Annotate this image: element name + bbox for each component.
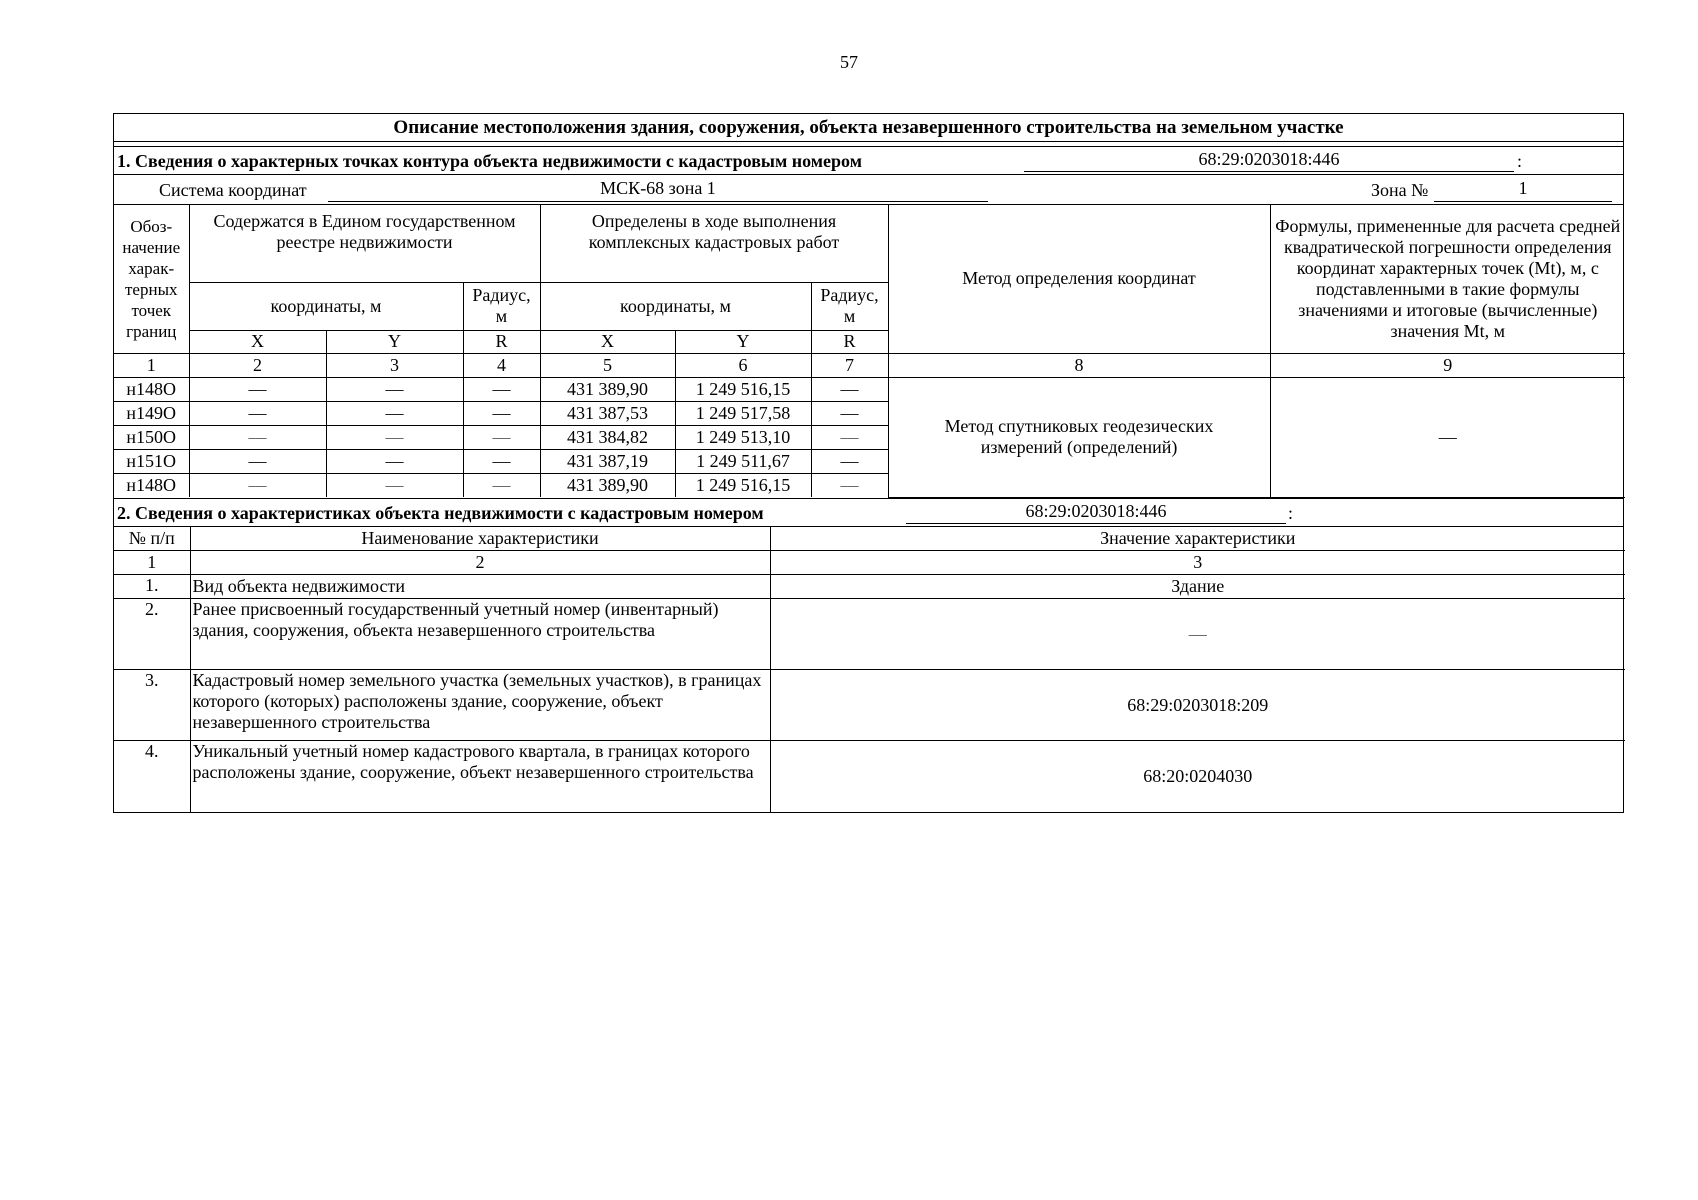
header-value: Значение характеристики xyxy=(770,527,1625,551)
characteristic-name: Вид объекта недвижимости xyxy=(190,575,770,599)
header-complex-y: Y xyxy=(675,330,811,353)
column-number: 1 xyxy=(114,353,189,377)
column-number: 4 xyxy=(463,353,540,377)
characteristic-row xyxy=(114,575,1625,599)
section1-cadastral-number: 68:29:0203018:446 xyxy=(1024,147,1514,172)
header-method: Метод определения координат xyxy=(888,205,1270,353)
point-r: — xyxy=(811,377,888,401)
column-numbers-row xyxy=(114,353,1625,377)
point-y: 1 249 516,15 xyxy=(675,473,811,497)
egrn-y: — xyxy=(326,425,463,449)
document-title: Описание местоположения здания, сооружения, объекта незавершенного строительства на земельном участке xyxy=(114,114,1623,142)
section1-heading: 1. Сведения о характерных точках контура объекта недвижимости с кадастровым номером xyxy=(117,151,862,171)
header-name: Наименование характеристики xyxy=(190,527,770,551)
characteristic-row xyxy=(114,670,1625,741)
characteristic-name: Уникальный учетный номер кадастрового квартала, в границах которого расположены здание, сооружение, объект незавершенного строительства xyxy=(190,741,770,812)
characteristic-value: Здание xyxy=(770,575,1625,599)
egrn-r: — xyxy=(463,377,540,401)
egrn-x: — xyxy=(189,425,326,449)
header-egrn-r: R xyxy=(463,330,540,353)
egrn-x: — xyxy=(189,401,326,425)
formulas-value: — xyxy=(1270,377,1625,497)
characteristic-name: Ранее присвоенный государственный учетный номер (инвентарный) здания, сооружения, объекта незавершенного строительства xyxy=(190,599,770,670)
coord-system-value: МСК-68 зона 1 xyxy=(328,175,988,202)
method-value: Метод спутниковых геодезических измерений (определений) xyxy=(888,377,1270,497)
point-y: 1 249 511,67 xyxy=(675,449,811,473)
point-name: н149О xyxy=(114,401,189,425)
header-egrn: Содержатся в Едином государственном реестре недвижимости xyxy=(189,205,540,282)
point-y: 1 249 517,58 xyxy=(675,401,811,425)
characteristics-table xyxy=(114,527,1625,812)
characteristic-num: 2. xyxy=(114,599,190,670)
coord-system-row xyxy=(114,175,1623,205)
egrn-x: — xyxy=(189,473,326,497)
header-num: № п/п xyxy=(114,527,190,551)
column-number: 1 xyxy=(114,551,190,575)
header-complex-r: R xyxy=(811,330,888,353)
egrn-r: — xyxy=(463,401,540,425)
column-number: 6 xyxy=(675,353,811,377)
column-number: 2 xyxy=(189,353,326,377)
header-egrn-x: X xyxy=(189,330,326,353)
characteristics-header-row xyxy=(114,527,1625,551)
section1-heading-row xyxy=(114,147,1623,175)
characteristics-table-wrap xyxy=(114,527,1623,812)
egrn-y: — xyxy=(326,401,463,425)
characteristic-row xyxy=(114,741,1625,812)
point-row xyxy=(114,377,1625,401)
points-table-wrap xyxy=(114,205,1623,499)
characteristic-num: 4. xyxy=(114,741,190,812)
point-name: н148О xyxy=(114,473,189,497)
point-x: 431 389,90 xyxy=(540,377,675,401)
section2-heading-row xyxy=(114,499,1623,527)
characteristic-num: 3. xyxy=(114,670,190,741)
point-name: н151О xyxy=(114,449,189,473)
characteristic-value: 68:20:0204030 xyxy=(770,741,1625,812)
point-x: 431 389,90 xyxy=(540,473,675,497)
point-r: — xyxy=(811,449,888,473)
point-x: 431 387,19 xyxy=(540,449,675,473)
egrn-r: — xyxy=(463,473,540,497)
column-number: 9 xyxy=(1270,353,1625,377)
point-r: — xyxy=(811,473,888,497)
egrn-y: — xyxy=(326,377,463,401)
characteristic-num: 1. xyxy=(114,575,190,599)
header-egrn-coordinates: координаты, м xyxy=(189,282,463,330)
section2-heading: 2. Сведения о характеристиках объекта недвижимости с кадастровым номером xyxy=(117,502,764,523)
coord-system-label: Система координат xyxy=(159,180,307,200)
header-designation: Обоз- начение харак- терных точек границ xyxy=(114,205,189,353)
description-sheet xyxy=(113,113,1624,813)
page-number: 57 xyxy=(840,52,858,72)
section1-colon: : xyxy=(1517,151,1523,171)
zone-label: Зона № xyxy=(1371,180,1429,200)
point-r: — xyxy=(811,401,888,425)
header-egrn-radius: Радиус, м xyxy=(463,282,540,330)
points-table xyxy=(114,205,1625,498)
characteristic-name: Кадастровый номер земельного участка (земельных участков), в границах которого (которых) расположены здание, сооружение, объект незавершенного строительства xyxy=(190,670,770,741)
column-number: 5 xyxy=(540,353,675,377)
point-y: 1 249 513,10 xyxy=(675,425,811,449)
section2-cadastral-number: 68:29:0203018:446 xyxy=(906,499,1286,524)
characteristic-value: — xyxy=(770,599,1625,670)
point-y: 1 249 516,15 xyxy=(675,377,811,401)
header-complex-x: X xyxy=(540,330,675,353)
point-x: 431 387,53 xyxy=(540,401,675,425)
header-complex-radius: Радиус, м xyxy=(811,282,888,330)
section2-colon: : xyxy=(1288,502,1294,523)
egrn-y: — xyxy=(326,473,463,497)
point-r: — xyxy=(811,425,888,449)
point-name: н150О xyxy=(114,425,189,449)
egrn-r: — xyxy=(463,425,540,449)
point-x: 431 384,82 xyxy=(540,425,675,449)
characteristics-column-numbers xyxy=(114,551,1625,575)
characteristic-row xyxy=(114,599,1625,670)
column-number: 3 xyxy=(326,353,463,377)
column-number: 3 xyxy=(770,551,1625,575)
egrn-y: — xyxy=(326,449,463,473)
header-complex-coordinates: координаты, м xyxy=(540,282,811,330)
point-name: н148О xyxy=(114,377,189,401)
egrn-r: — xyxy=(463,449,540,473)
zone-value: 1 xyxy=(1434,175,1612,202)
column-number: 2 xyxy=(190,551,770,575)
egrn-x: — xyxy=(189,377,326,401)
column-number: 8 xyxy=(888,353,1270,377)
column-number: 7 xyxy=(811,353,888,377)
egrn-x: — xyxy=(189,449,326,473)
header-formulas: Формулы, примененные для расчета средней квадратической погрешности определения координат характерных точек (Mt), м, с подставленными в такие формулы значениями и итоговые (вычисленные) значения Mt, м xyxy=(1270,205,1625,353)
header-egrn-y: Y xyxy=(326,330,463,353)
characteristic-value: 68:29:0203018:209 xyxy=(770,670,1625,741)
header-complex: Определены в ходе выполнения комплексных кадастровых работ xyxy=(540,205,888,282)
